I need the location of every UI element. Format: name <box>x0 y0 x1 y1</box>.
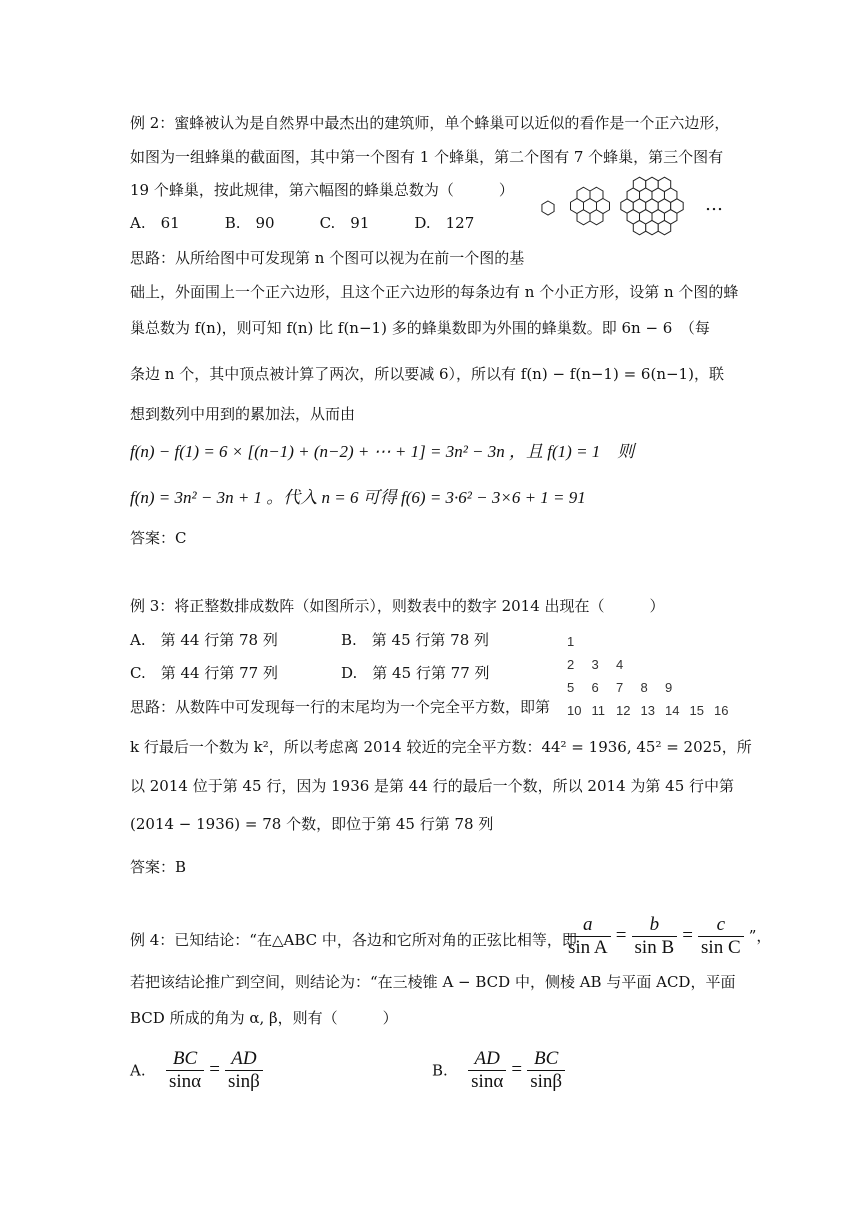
ex3-option-d: D. 第 45 行第 77 列 <box>341 664 490 682</box>
array-number: 6 <box>591 680 599 695</box>
fraction-a-num: a <box>565 914 611 937</box>
fraction-b-num: b <box>632 914 678 937</box>
array-number: 13 <box>640 703 655 718</box>
option-b-den-1: sinα <box>471 1071 504 1092</box>
fraction-c-den: sin C <box>701 937 741 958</box>
ex4-line-2: 若把该结论推广到空间，则结论为：“在三棱锥 A − BCD 中，侧棱 AB 与平面 ACD，平面 <box>130 973 736 991</box>
array-number: 16 <box>714 703 729 718</box>
ex2-line-2: 如图为一组蜂巢的截面图，其中第一个图有 1 个蜂巢，第二个图有 7 个蜂巢，第三个图有 <box>130 148 724 166</box>
array-number: 14 <box>665 703 680 718</box>
ex2-line-3: 19 个蜂巢，按此规律，第六幅图的蜂巢总数为（ ） <box>130 181 514 199</box>
option-a-label: A. <box>130 1061 146 1080</box>
option-b-num-1: AD <box>468 1048 506 1071</box>
ellipsis: … <box>705 194 723 215</box>
ex4-option-a <box>130 1048 263 1093</box>
fraction-c <box>698 914 744 959</box>
array-number: 12 <box>616 703 631 718</box>
option-a-num-2: AD <box>225 1048 263 1071</box>
array-number: 1 <box>567 634 575 649</box>
ex4-line-1 <box>130 930 577 950</box>
ex4-quote-end: ”， <box>748 927 772 945</box>
hexagon-cell <box>671 199 683 213</box>
option-b-num-2: BC <box>527 1048 565 1071</box>
ex3-think-1: 思路：从数阵中可发现每一行的末尾均为一个完全平方数，即第 <box>130 698 551 716</box>
array-number: 15 <box>689 703 704 718</box>
ex3-option-a: A. 第 44 行第 78 列 <box>130 631 278 649</box>
ex2-think-4: 条边 n 个，其中顶点被计算了两次，所以要减 6），所以有 f(n) − f(n−1) = 6(n−1)，联 <box>130 365 724 383</box>
array-number: 7 <box>616 680 624 695</box>
array-number: 8 <box>640 680 648 695</box>
ex2-options: A. 61 B. 90 C. 91 D. 127 <box>130 214 475 232</box>
array-number: 2 <box>567 657 575 672</box>
ex4-option-b <box>432 1048 565 1093</box>
ex2-think-1: 思路：从所给图中可发现第 n 个图可以视为在前一个图的基 <box>130 249 525 267</box>
ex4-intro: 例 4：已知结论：“在△ABC 中，各边和它所对角的正弦比相等，即 <box>130 931 577 949</box>
array-number: 9 <box>665 680 673 695</box>
ex2-answer: 答案：C <box>130 529 187 547</box>
option-b-label: B. <box>432 1061 448 1080</box>
ex3-think-2: k 行最后一个数为 k²，所以考虑离 2014 较近的完全平方数：44² = 1936, 45² = 2025，所 <box>130 738 752 756</box>
ex3-option-c: C. 第 44 行第 77 列 <box>130 664 278 682</box>
fraction-b-den: sin B <box>634 937 675 958</box>
fraction-b <box>632 914 678 959</box>
hexagon-cell <box>597 199 610 214</box>
array-number: 3 <box>591 657 599 672</box>
option-a-den-2: sinβ <box>228 1071 260 1092</box>
ex2-think-2: 础上，外面围上一个正六边形，且这个正六边形的每条边有 n 个小正方形，设第 n 个图的蜂 <box>130 283 739 301</box>
ex3-option-b: B. 第 45 行第 78 列 <box>341 631 490 649</box>
array-number: 4 <box>616 657 624 672</box>
ex3-think-3: 以 2014 位于第 45 行，因为 1936 是第 44 行的最后一个数，所以 2014 为第 45 行中第 <box>130 777 735 795</box>
ex2-equation-1: f(n) − f(1) = 6 × [(n−1) + (n−2) + ⋯ + 1] = 3n² − 3n ，且 f(1) = 1 则 <box>130 442 635 461</box>
ex4-line-3: BCD 所成的角为 α, β，则有（ ） <box>130 1009 398 1027</box>
fraction-c-num: c <box>698 914 744 937</box>
array-number: 5 <box>567 680 575 695</box>
fraction-a <box>565 914 611 959</box>
option-a-den-1: sinα <box>168 1071 202 1092</box>
equals: = <box>682 925 693 946</box>
equals: = <box>615 925 627 946</box>
array-number: 11 <box>591 703 605 718</box>
ex3-line-1: 例 3：将正整数排成数阵（如图所示），则数表中的数字 2014 出现在（ ） <box>130 597 665 615</box>
option-b-den-2: sinβ <box>530 1071 563 1092</box>
hexagon-cell <box>542 201 554 215</box>
ex3-think-4: (2014 − 1936) = 78 个数，即位于第 45 行第 78 列 <box>130 815 494 833</box>
option-a-num-1: BC <box>166 1048 204 1071</box>
equals: = <box>511 1059 523 1080</box>
equals: = <box>209 1059 220 1080</box>
ex2-line-1: 例 2：蜜蜂被认为是自然界中最杰出的建筑师，单个蜂巢可以近似的看作是一个正六边形， <box>130 114 730 132</box>
ex2-think-3: 巢总数为 f(n)，则可知 f(n) 比 f(n−1) 多的蜂巢数即为外围的蜂巢数。即 6n − 6 （每 <box>130 319 710 337</box>
array-number: 10 <box>567 703 582 718</box>
ex2-think-5: 想到数列中用到的累加法，从而由 <box>130 405 356 423</box>
fraction-a-den: sin A <box>568 937 608 958</box>
ex2-equation-2: f(n) = 3n² − 3n + 1 。代入 n = 6 可得 f(6) = 3·6² − 3×6 + 1 = 91 <box>130 488 586 507</box>
ex3-answer: 答案：B <box>130 858 187 876</box>
ex4-sine-ratios <box>565 914 771 959</box>
